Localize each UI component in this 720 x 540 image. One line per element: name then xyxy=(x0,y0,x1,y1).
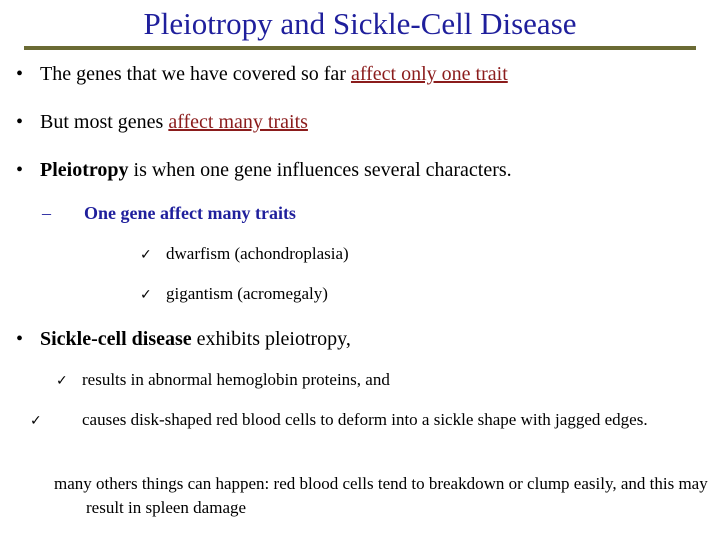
title-underline-rule xyxy=(24,46,696,50)
check-text: results in abnormal hemoglobin proteins, and xyxy=(82,370,390,389)
check-icon: ✓ xyxy=(140,287,152,303)
bullet-pleiotropy-definition xyxy=(16,158,512,182)
slide-title: Pleiotropy and Sickle-Cell Disease xyxy=(143,6,577,41)
bullet-genes-one-trait xyxy=(16,62,508,86)
check-icon: ✓ xyxy=(140,247,152,263)
closing-paragraph: many others things can happen: red blood cells tend to breakdown or clump easily, and this may result in spleen damage xyxy=(54,474,708,517)
check-text: causes disk-shaped red blood cells to deform into a sickle shape with jagged edges. xyxy=(82,410,648,429)
bullet-sickle-cell xyxy=(16,327,351,351)
check-icon: ✓ xyxy=(56,373,68,389)
bullet-glyph: • xyxy=(16,63,24,85)
subbullet-text: One gene affect many traits xyxy=(84,203,296,223)
bullet-text: The genes that we have covered so far xyxy=(40,63,351,85)
bullet-glyph: • xyxy=(16,111,24,133)
check-item-gigantism xyxy=(140,283,328,306)
bullet-genes-many-traits xyxy=(16,110,308,134)
bullet-text: exhibits pleiotropy, xyxy=(191,328,351,350)
underlined-phrase: affect many traits xyxy=(168,111,308,133)
check-item-hemoglobin xyxy=(56,369,706,392)
check-text: gigantism (acromegaly) xyxy=(166,284,328,303)
bold-term: Sickle-cell disease xyxy=(40,328,192,350)
check-item-sickle-shape xyxy=(30,409,720,432)
check-item-dwarfism xyxy=(140,243,349,266)
dash-glyph: – xyxy=(42,203,51,223)
bold-term: Pleiotropy xyxy=(40,159,129,181)
check-icon: ✓ xyxy=(30,413,42,429)
underlined-phrase: affect only one trait xyxy=(350,63,508,85)
subbullet-one-gene xyxy=(42,202,296,224)
bullet-text: is when one gene influences several characters. xyxy=(128,159,512,181)
bullet-text: But most genes xyxy=(40,111,169,133)
bullet-glyph: • xyxy=(16,328,24,350)
check-text: dwarfism (achondroplasia) xyxy=(166,244,349,263)
bullet-glyph: • xyxy=(16,159,24,181)
